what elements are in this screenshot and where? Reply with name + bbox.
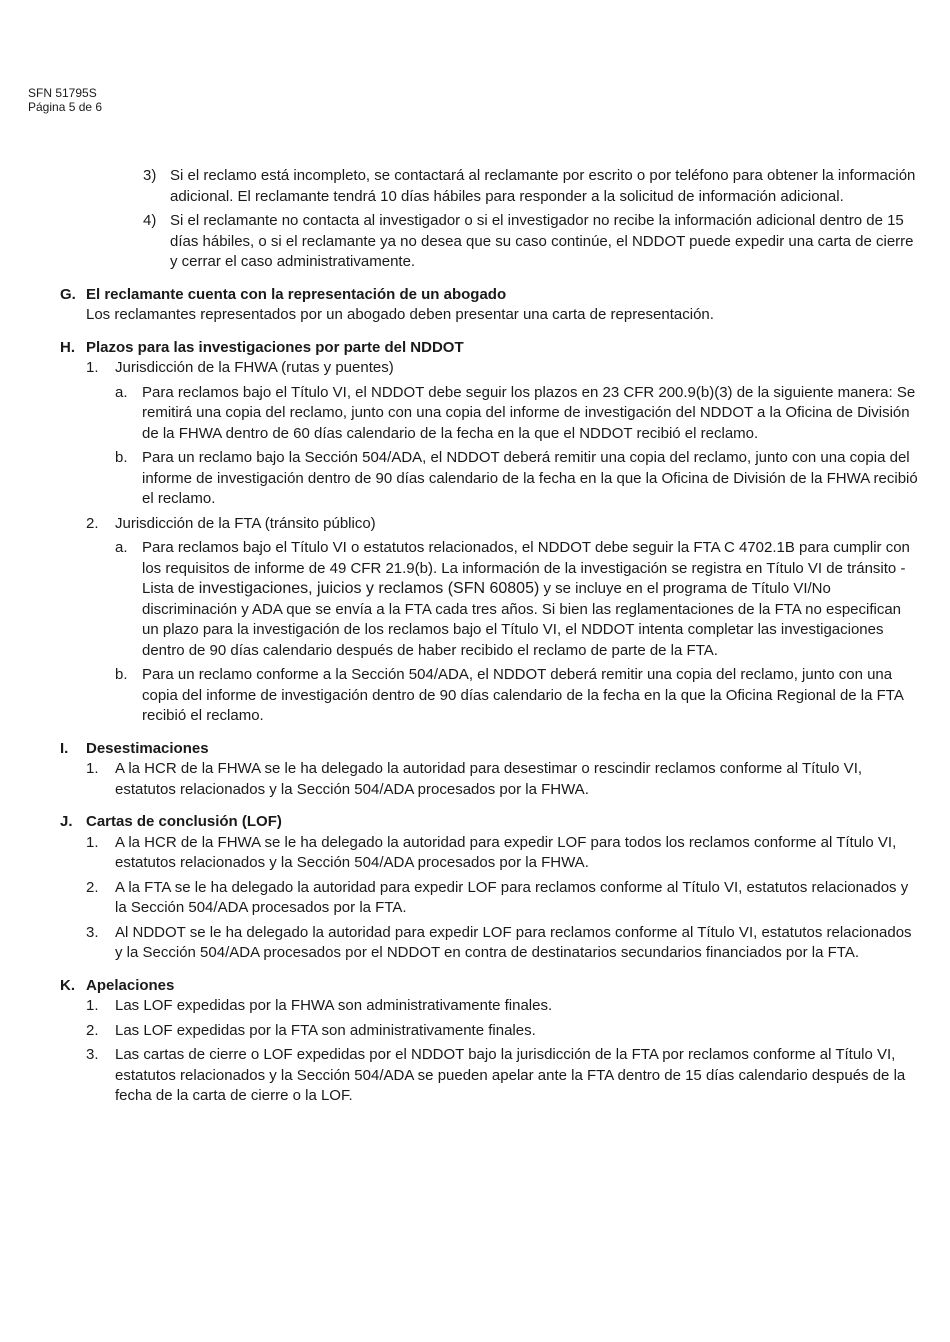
section-title: Apelaciones xyxy=(86,976,175,994)
section-letter: I. xyxy=(60,739,69,757)
item-text: Las LOF expedidas por la FTA son administrativamente finales. xyxy=(115,1021,536,1039)
item-label: Jurisdicción de la FTA (tránsito público) xyxy=(115,514,376,532)
item-text: A la HCR de la FHWA se le ha delegado la autoridad para expedir LOF para todos los reclamos conforme al Título VI, estatutos relacionados y la Sección 504/ADA procesados por la FHWA. xyxy=(115,833,897,871)
list-item xyxy=(86,923,920,964)
sub-item-text-part: Para reclamos bajo el Título VI o estatutos relacionados, el NDDOT debe seguir la FTA C 4702.1B para cumplir con los requisitos de informe de 49 CFR 21.9(b). La información de la investigación se registra en Título VI de tránsito - Lista de xyxy=(142,539,910,597)
item-number: 1. xyxy=(86,760,99,777)
section-letter: K. xyxy=(60,976,75,994)
list-item xyxy=(0,211,950,273)
section-title: El reclamante cuenta con la representación de un abogado xyxy=(86,285,507,303)
list-item xyxy=(86,1045,920,1107)
item-text: Si el reclamante no contacta al investigador o si el investigador no recibe la información adicional dentro de 15 días hábiles, o si el reclamante ya no desea que su caso continúe, el NDDOT puede expedir una carta de cierre y cerrar el caso administrativamente. xyxy=(170,212,914,270)
sub-item-text: Para un reclamo conforme a la Sección 504/ADA, el NDDOT deberá remitir una copia del reclamo, junto con una copia del informe de investigación dentro de 90 días calendario de la fecha en la que la Oficina Regional de la FTA recibió el reclamo. xyxy=(142,666,904,724)
list-item xyxy=(86,833,920,874)
form-reference: investigaciones, juicios y reclamos (SFN 60805) xyxy=(198,580,540,597)
sub-item-text: Para un reclamo bajo la Sección 504/ADA, el NDDOT deberá remitir una copia del reclamo, junto con una copia del informe de investigación dentro de 90 días calendario de la fecha en la que la Oficina de División de la FHWA recibió el reclamo. xyxy=(142,449,918,507)
list-item xyxy=(86,1021,920,1042)
list-item xyxy=(86,996,920,1017)
section-i xyxy=(0,739,950,801)
item-number: 2. xyxy=(86,1021,99,1039)
item-number: 1. xyxy=(86,833,99,851)
list-item xyxy=(86,358,920,510)
list-item xyxy=(0,166,950,207)
item-number: 2. xyxy=(86,514,99,532)
page-header xyxy=(28,86,102,114)
section-title: Cartas de conclusión (LOF) xyxy=(86,813,282,830)
item-number: 3) xyxy=(143,167,157,184)
item-text: A la HCR de la FHWA se le ha delegado la autoridad para desestimar o rescindir reclamos conforme al Título VI, estatutos relacionados y la Sección 504/ADA procesados por la FHWA. xyxy=(115,760,863,798)
item-number: 3. xyxy=(86,923,99,941)
section-j xyxy=(0,812,950,964)
sub-item-text xyxy=(142,538,920,661)
item-text: Las cartas de cierre o LOF expedidas por el NDDOT bajo la jurisdicción de la FTA por reclamos conforme al Título VI, estatutos relacionados y la Sección 504/ADA se pueden apelar ante la FTA dentro de 15 días calendario después de la fecha de la carta de cierre o la LOF. xyxy=(115,1046,906,1104)
section-letter: J. xyxy=(60,813,73,830)
sub-item-text: Para reclamos bajo el Título VI, el NDDOT debe seguir los plazos en 23 CFR 200.9(b)(3) de la siguiente manera: Se remitirá una copia del reclamo, junto con una copia del informe de investigación del NDDOT a la Oficina de División de la FHWA dentro de 60 días calendario de la fecha en la que el NDDOT recibió el reclamo. xyxy=(142,383,916,442)
list-item xyxy=(86,514,920,727)
item-text: A la FTA se le ha delegado la autoridad para expedir LOF para reclamos conforme al Título VI, estatutos relacionados y la Sección 504/ADA procesados por la FTA. xyxy=(115,878,909,916)
sub-list-item xyxy=(115,448,920,510)
section-body: Los reclamantes representados por un abogado deben presentar una carta de representación. xyxy=(86,306,714,323)
item-number: 4) xyxy=(143,212,157,229)
item-number: 2. xyxy=(86,878,99,896)
list-item xyxy=(86,759,920,800)
item-text: Las LOF expedidas por la FHWA son administrativamente finales. xyxy=(115,997,553,1014)
item-label: Jurisdicción de la FHWA (rutas y puentes) xyxy=(115,359,394,376)
sub-list-item xyxy=(115,383,920,445)
sub-list-item xyxy=(115,665,920,727)
sub-item-letter: a. xyxy=(115,383,128,401)
item-number: 3. xyxy=(86,1046,99,1063)
sub-item-letter: b. xyxy=(115,666,128,683)
item-number: 1. xyxy=(86,359,99,376)
section-g xyxy=(0,285,950,326)
section-h xyxy=(0,338,950,727)
section-title: Desestimaciones xyxy=(86,739,209,757)
item-text: Si el reclamo está incompleto, se contactará al reclamante por escrito o por teléfono para obtener la información adicional. El reclamante tendrá 10 días hábiles para responder a la solicitud de información adicional. xyxy=(170,167,916,205)
item-text: Al NDDOT se le ha delegado la autoridad para expedir LOF para reclamos conforme al Título VI, estatutos relacionados y la Sección 504/ADA procesados por el NDDOT en contra de destinatarios secundarios financiados por la FTA. xyxy=(115,923,912,961)
sub-list-item xyxy=(115,538,920,661)
sub-item-letter: a. xyxy=(115,539,128,556)
section-k xyxy=(0,976,950,1107)
section-title: Plazos para las investigaciones por parte del NDDOT xyxy=(86,338,464,356)
section-letter: G. xyxy=(60,285,76,303)
section-letter: H. xyxy=(60,338,75,356)
list-item xyxy=(86,878,920,919)
page-number: Página 5 de 6 xyxy=(28,100,103,114)
item-number: 1. xyxy=(86,997,99,1014)
sub-item-text-part: y se incluye en el programa de Título VI/No discriminación y ADA que se envía a la FTA cada tres años. Si bien las reglamentaciones de la FTA no especifican un plazo para la investigación de los reclamos bajo el Título VI, el NDDOT intenta completar las investigaciones dentro de 90 días calendario después de haber recibido el reclamo de parte de la FTA. xyxy=(142,580,902,659)
sub-item-letter: b. xyxy=(115,449,128,466)
form-number: SFN 51795S xyxy=(28,86,97,100)
document-body xyxy=(0,166,950,1107)
